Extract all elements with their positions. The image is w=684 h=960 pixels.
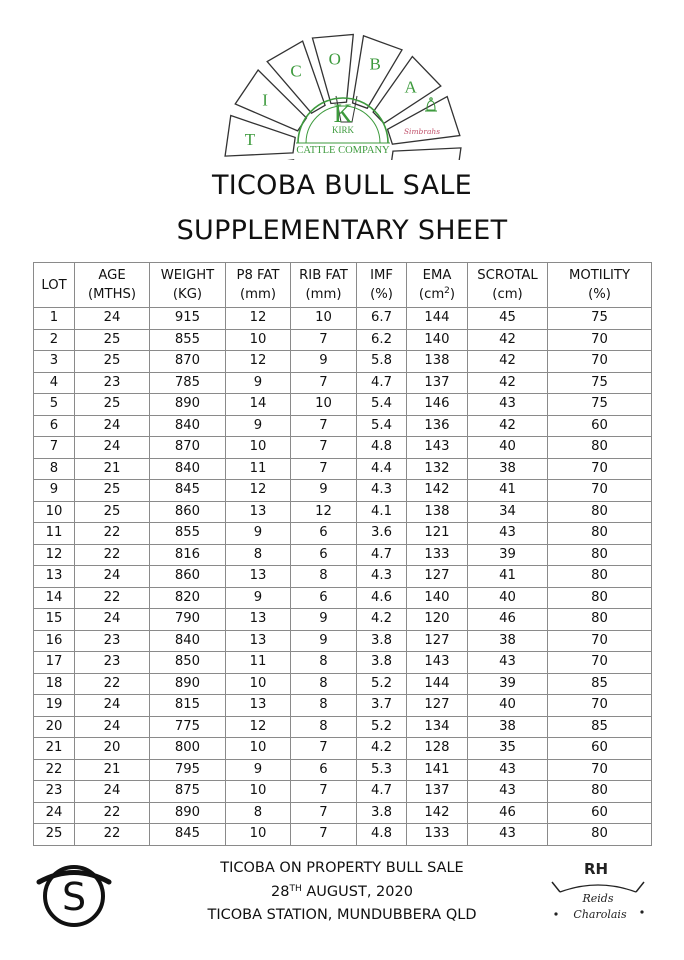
table-cell: 75 [548,394,652,416]
column-header: EMA $(cm^2)$ [407,263,468,308]
table-cell: 820 [150,587,226,609]
table-cell: 25 [75,480,150,502]
table-cell: 60 [548,738,652,760]
table-cell: 39 [468,544,548,566]
logo-blade [391,148,461,160]
s-brand-logo [36,858,112,930]
column-header: IMF (%) [357,263,407,308]
table-cell: 10 [226,738,291,760]
table-cell: 12 [291,501,357,523]
reids-script: Reids [582,892,614,905]
table-cell: 13 [226,501,291,523]
table-cell: 127 [407,566,468,588]
table-cell: 80 [548,544,652,566]
table-cell: 80 [548,501,652,523]
logo-letter: B [369,54,381,74]
table-cell: 80 [548,824,652,846]
table-cell: 7 [291,372,357,394]
table-cell: 3.8 [357,802,407,824]
table-cell: 85 [548,673,652,695]
sale-title: TICOBA BULL SALE [211,170,473,201]
table-cell: 25 [34,824,75,846]
table-cell: 5.3 [357,759,407,781]
table-cell: 46 [468,609,548,631]
table-cell: 133 [407,824,468,846]
table-cell: 3.7 [357,695,407,717]
table-cell: 8 [226,544,291,566]
table-cell: 144 [407,308,468,330]
table-cell: 24 [75,308,150,330]
table-cell: 890 [150,802,226,824]
table-cell: 8 [226,802,291,824]
column-header: WEIGHT (KG) [150,263,226,308]
table-row [34,308,652,330]
table-cell: 775 [150,716,226,738]
table-cell: 80 [548,781,652,803]
table-cell: 70 [548,630,652,652]
table-cell: 790 [150,609,226,631]
table-cell: 133 [407,544,468,566]
logo-letter: T [244,129,256,149]
logo-letter: I [262,90,268,110]
table-cell: 9 [291,609,357,631]
table-cell: 21 [34,738,75,760]
table-cell: 25 [75,501,150,523]
table-cell: 41 [468,480,548,502]
table-cell: 860 [150,566,226,588]
table-cell: 3 [34,351,75,373]
table-cell: 24 [34,802,75,824]
table-cell: 14 [34,587,75,609]
table-cell: 12 [226,351,291,373]
table-cell: 4.4 [357,458,407,480]
table-cell: 21 [75,759,150,781]
table-cell: 143 [407,652,468,674]
table-cell: 39 [468,673,548,695]
table-cell: 40 [468,587,548,609]
table-cell: 10 [226,673,291,695]
table-cell: 890 [150,673,226,695]
table-cell: 870 [150,351,226,373]
table-cell: 6.7 [357,308,407,330]
table-cell: 7 [291,802,357,824]
table-cell: 80 [548,566,652,588]
footer-location: TICOBA STATION, MUNDUBBERA QLD [207,907,477,923]
column-header: AGE (MTHS) [75,263,150,308]
table-cell: 80 [548,587,652,609]
table-cell: 4.8 [357,824,407,846]
table-cell: 7 [291,824,357,846]
logo-letter: C [290,61,302,81]
table-cell: 22 [75,523,150,545]
charolais-script: Charolais [573,908,627,921]
table-cell: 127 [407,695,468,717]
footer-date-day: 28 [271,884,290,900]
table-cell: 5.4 [357,394,407,416]
table-cell: 9 [291,630,357,652]
table-cell: 4.1 [357,501,407,523]
table-cell: 20 [34,716,75,738]
table-cell: 7 [34,437,75,459]
table-cell: 855 [150,329,226,351]
table-cell: 70 [548,480,652,502]
column-header: MOTILITY (%) [548,263,652,308]
table-cell: 141 [407,759,468,781]
table-cell: 840 [150,630,226,652]
table-cell: 6 [291,587,357,609]
table-cell: 4.3 [357,566,407,588]
bull-data-table [33,262,652,846]
table-cell: 5.2 [357,716,407,738]
table-cell: 23 [75,372,150,394]
table-cell: 23 [75,652,150,674]
table-row [34,738,652,760]
table-cell: 13 [226,566,291,588]
footer-date-suffix: TH [289,884,302,894]
table-row [34,501,652,523]
table-cell: 19 [34,695,75,717]
column-header: LOT [34,263,75,308]
table-cell: 22 [75,824,150,846]
table-cell: 140 [407,329,468,351]
table-cell: 80 [548,609,652,631]
table-cell: 5.4 [357,415,407,437]
table-cell: 25 [75,351,150,373]
reids-charolais-logo [546,856,650,936]
table-cell: 138 [407,501,468,523]
table-cell: 8 [291,566,357,588]
table-cell: 23 [34,781,75,803]
table-cell: 2 [34,329,75,351]
table-cell: 16 [34,630,75,652]
table-cell: 11 [226,652,291,674]
table-cell: 137 [407,372,468,394]
table-cell: 138 [407,351,468,373]
table-cell: 43 [468,824,548,846]
table-cell: 70 [548,695,652,717]
table-cell: 132 [407,458,468,480]
table-cell: 9 [226,415,291,437]
table-cell: 25 [75,394,150,416]
table-cell: 13 [34,566,75,588]
table-cell: 23 [75,630,150,652]
table-cell: 4.2 [357,738,407,760]
table-cell: 6 [291,544,357,566]
table-cell: 8 [291,695,357,717]
table-row [34,630,652,652]
table-cell: 24 [75,781,150,803]
table-cell: 140 [407,587,468,609]
table-cell: 850 [150,652,226,674]
table-row [34,351,652,373]
table-cell: 18 [34,673,75,695]
table-cell: 75 [548,372,652,394]
table-cell: 46 [468,802,548,824]
table-cell: 24 [75,566,150,588]
table-row [34,372,652,394]
table-cell: 12 [34,544,75,566]
table-cell: 20 [75,738,150,760]
table-cell: 6 [34,415,75,437]
table-cell: 815 [150,695,226,717]
table-cell: 70 [548,759,652,781]
table-cell: 70 [548,351,652,373]
table-cell: 42 [468,372,548,394]
table-cell: 10 [34,501,75,523]
table-cell: 42 [468,329,548,351]
table-cell: 10 [226,824,291,846]
table-cell: 127 [407,630,468,652]
table-cell: 8 [291,716,357,738]
ticoba-kirk-logo [218,28,468,160]
logo-blade [312,34,353,103]
table-cell: 795 [150,759,226,781]
table-cell: 12 [226,308,291,330]
table-cell: 70 [548,652,652,674]
table-row [34,587,652,609]
table-cell: 24 [75,695,150,717]
table-cell: 4.7 [357,781,407,803]
table-cell: 42 [468,415,548,437]
sheet-subtitle: SUPPLEMENTARY SHEET [176,215,508,246]
table-row [34,759,652,781]
table-row [34,652,652,674]
table-cell: 80 [548,523,652,545]
table-cell: 137 [407,781,468,803]
table-cell: 120 [407,609,468,631]
table-cell: 10 [291,394,357,416]
column-header: SCROTAL (cm) [468,263,548,308]
table-cell: 85 [548,716,652,738]
table-cell: 60 [548,415,652,437]
table-cell: 6.2 [357,329,407,351]
table-row [34,824,652,846]
footer-date [150,884,534,900]
table-cell: 7 [291,415,357,437]
table-cell: 10 [226,781,291,803]
table-row [34,802,652,824]
table-cell: 25 [75,329,150,351]
table-header-row [34,263,652,308]
table-cell: 10 [291,308,357,330]
table-cell: 9 [291,480,357,502]
table-cell: 70 [548,458,652,480]
table-cell: 3.6 [357,523,407,545]
table-cell: 5.2 [357,673,407,695]
table-cell: 12 [226,480,291,502]
table-cell: 4.7 [357,372,407,394]
table-cell: 128 [407,738,468,760]
table-row [34,394,652,416]
table-cell: 870 [150,437,226,459]
table-cell: 142 [407,480,468,502]
table-cell: 34 [468,501,548,523]
table-cell: 24 [75,716,150,738]
table-cell: 22 [75,673,150,695]
table-cell: 13 [226,609,291,631]
table-cell: 7 [291,738,357,760]
table-cell: 915 [150,308,226,330]
table-cell: 3.8 [357,630,407,652]
table-cell: 136 [407,415,468,437]
rh-initials: RH [583,860,609,878]
table-cell: 13 [226,630,291,652]
table-cell: 8 [291,673,357,695]
table-cell: 4.8 [357,437,407,459]
table-cell: 840 [150,458,226,480]
table-cell: 38 [468,630,548,652]
table-cell: 4.6 [357,587,407,609]
footer-sale-name: TICOBA ON PROPERTY BULL SALE [220,860,464,876]
table-cell: 9 [226,759,291,781]
table-cell: 12 [226,716,291,738]
table-cell: 144 [407,673,468,695]
table-cell: 7 [291,458,357,480]
table-row [34,716,652,738]
table-cell: 8 [291,652,357,674]
table-cell: 14 [226,394,291,416]
table-cell: 800 [150,738,226,760]
table-cell: 80 [548,437,652,459]
logo-simbrahs-script: Simbrahs [403,127,441,136]
table-cell: 845 [150,824,226,846]
table-cell: 9 [226,523,291,545]
table-cell: 24 [75,415,150,437]
table-cell: 7 [291,437,357,459]
logo-monogram: K [333,99,353,128]
table-cell: 15 [34,609,75,631]
bell-icon [425,98,437,111]
table-cell: 5.8 [357,351,407,373]
table-cell: 75 [548,308,652,330]
table-cell: 890 [150,394,226,416]
table-cell: 855 [150,523,226,545]
table-cell: 121 [407,523,468,545]
table-row [34,673,652,695]
table-row [34,566,652,588]
table-cell: 43 [468,652,548,674]
table-cell: 143 [407,437,468,459]
table-cell: 38 [468,458,548,480]
table-cell: 24 [75,437,150,459]
table-cell: 22 [34,759,75,781]
table-cell: 22 [75,802,150,824]
table-row [34,523,652,545]
table-cell: 24 [75,609,150,631]
table-cell: 6 [291,759,357,781]
table-cell: 22 [75,544,150,566]
table-cell: 40 [468,437,548,459]
table-cell: 38 [468,716,548,738]
table-cell: 8 [34,458,75,480]
table-cell: 9 [291,351,357,373]
table-cell: 13 [226,695,291,717]
table-cell: 21 [75,458,150,480]
table-cell: 70 [548,329,652,351]
table-cell: 43 [468,781,548,803]
s-brand-letter: S [61,875,87,919]
table-row [34,437,652,459]
column-header: RIB FAT (mm) [291,263,357,308]
table-cell: 3.8 [357,652,407,674]
table-cell: 43 [468,523,548,545]
table-cell: 60 [548,802,652,824]
table-cell: 845 [150,480,226,502]
table-cell: 9 [226,372,291,394]
column-header: P8 FAT (mm) [226,263,291,308]
footer-date-rest: AUGUST, 2020 [301,884,413,900]
table-cell: 7 [291,781,357,803]
table-cell: 42 [468,351,548,373]
table-cell: 785 [150,372,226,394]
table-row [34,781,652,803]
logo-company-text: CATTLE COMPANY [296,145,390,156]
logo-blade [225,116,295,157]
table-cell: 41 [468,566,548,588]
table-cell: 4.7 [357,544,407,566]
table-cell: 1 [34,308,75,330]
table-cell: 146 [407,394,468,416]
table-cell: 134 [407,716,468,738]
table-cell: 816 [150,544,226,566]
table-cell: 875 [150,781,226,803]
table-row [34,695,652,717]
logo-kirk-text: KIRK [332,125,354,135]
table-cell: 45 [468,308,548,330]
table-row [34,415,652,437]
table-cell: 11 [34,523,75,545]
table-row [34,458,652,480]
table-cell: 10 [226,329,291,351]
table-cell: 4.3 [357,480,407,502]
table-row [34,609,652,631]
logo-letter: A [404,77,417,97]
table-cell: 5 [34,394,75,416]
table-row [34,480,652,502]
table-cell: 4.2 [357,609,407,631]
logo-blade [388,97,460,145]
table-cell: 35 [468,738,548,760]
table-row [34,329,652,351]
table-cell: 860 [150,501,226,523]
table-cell: 6 [291,523,357,545]
table-cell: 4 [34,372,75,394]
table-cell: 43 [468,394,548,416]
table-cell: 40 [468,695,548,717]
table-cell: 22 [75,587,150,609]
table-cell: 9 [226,587,291,609]
table-cell: 43 [468,759,548,781]
table-cell: 7 [291,329,357,351]
table-cell: 17 [34,652,75,674]
table-cell: 142 [407,802,468,824]
table-cell: 11 [226,458,291,480]
logo-letter: O [328,49,341,69]
table-cell: 9 [34,480,75,502]
table-cell: 840 [150,415,226,437]
table-row [34,544,652,566]
table-cell: 10 [226,437,291,459]
